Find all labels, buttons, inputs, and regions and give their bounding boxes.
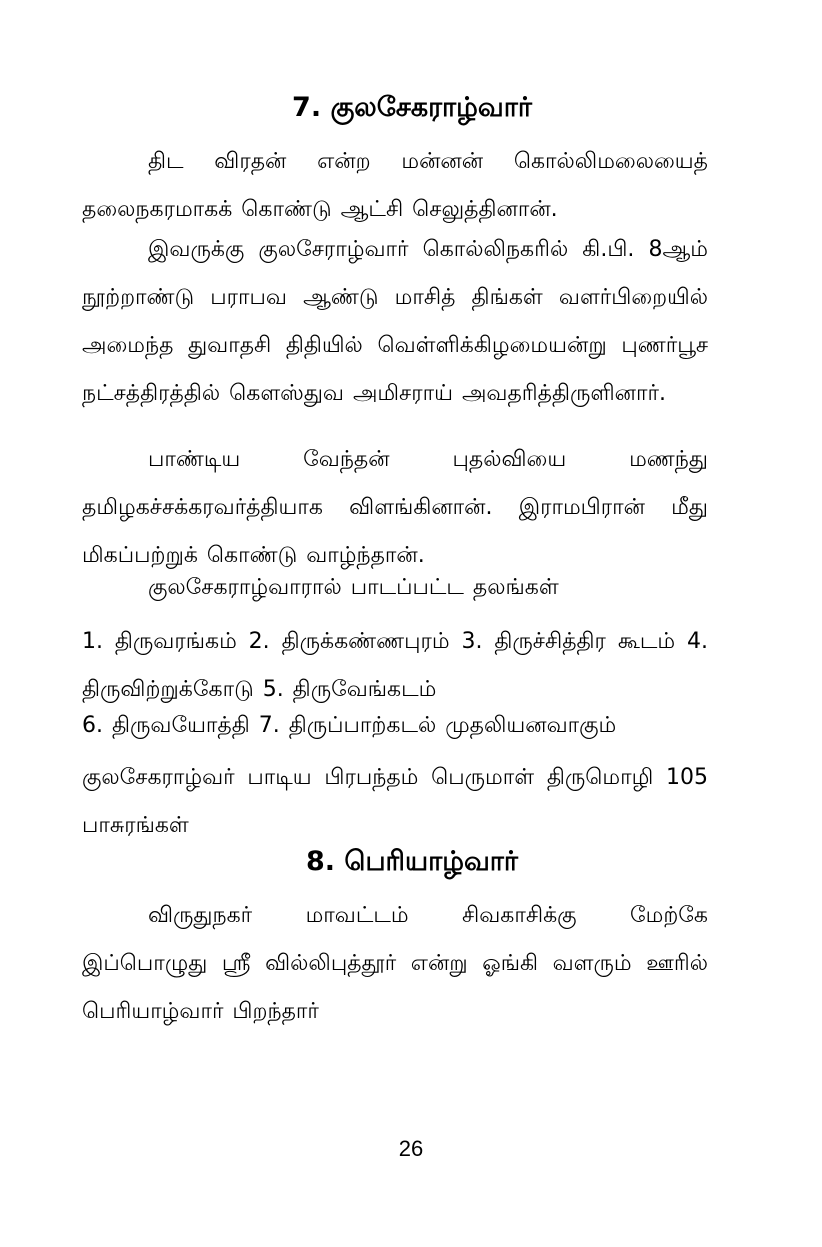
section-7-paragraph-2: இவருக்கு குலசேராழ்வார் கொல்லிநகரில் கி.பி. 8ஆம் நூற்றாண்டு பராபவ ஆண்டு மாசித் திங்கள் வளர்பிறையில் அமைந்த துவாதசி திதியில் வெள்ளிக்கிழமையன்று புணர்பூச நட்சத்திரத்தில் கௌஸ்துவ அமிசராய் அவதரித்திருளினார். — [82, 237, 708, 406]
section-7-paragraph-1: திட விரதன் என்ற மன்னன் கொல்லிமலையைத் தலைநகரமாகக் கொண்டு ஆட்சி செலுத்தினான். — [82, 149, 708, 222]
places-list-line-1: 1. திருவரங்கம் 2. திருக்கண்ணபுரம் 3. திருச்சித்திர கூடம் 4. திருவிற்றுக்கோடு 5. திருவேங்கடம் — [82, 629, 708, 702]
page-number: 26 — [398, 1136, 424, 1161]
section-8-paragraph-1: விருதுநகர் மாவட்டம் சிவகாசிக்கு மேற்கே இப்பொழுது ஸ்ரீ வில்லிபுத்தூர் என்று ஓங்கி வளரும் ஊரில் பெரியாழ்வார் பிறந்தார் — [82, 903, 708, 1024]
prabandham-note: குலசேகராழ்வர் பாடிய பிரபந்தம் பெருமாள் திருமொழி 105 பாசுரங்கள் — [82, 765, 708, 838]
places-list-line-2: 6. திருவயோத்தி 7. திருப்பாற்கடல் முதலியனவாகும் — [82, 713, 617, 738]
places-intro: குலசேகராழ்வாரால் பாடப்பட்ட தலங்கள் — [148, 575, 559, 600]
section-7-paragraph-3: பாண்டிய வேந்தன் புதல்வியை மணந்து தமிழகச்சக்கரவர்த்தியாக விளங்கினான். இராமபிரான் மீது மிகப்பற்றுக் கொண்டு வாழ்ந்தான். — [82, 447, 708, 568]
section-8-heading: 8. பெரியாழ்வார் — [305, 846, 519, 877]
section-7-heading: 7. குலசேகராழ்வார் — [292, 92, 532, 123]
